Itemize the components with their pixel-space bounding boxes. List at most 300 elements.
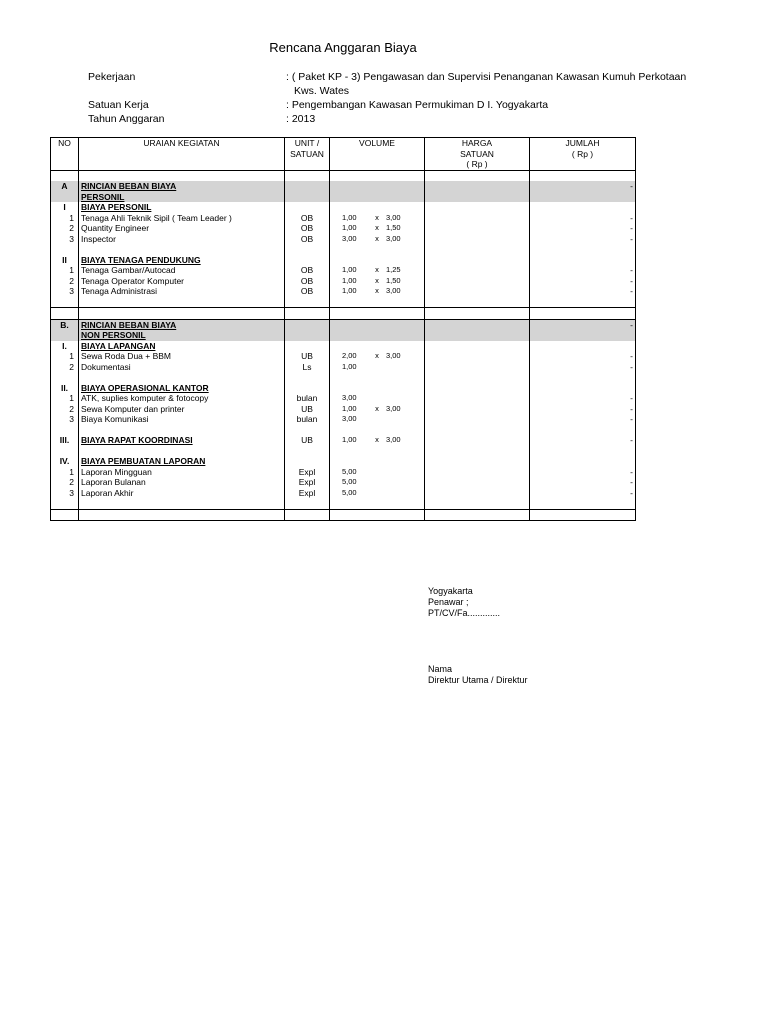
cell-harga	[425, 202, 530, 213]
cell-no: 1	[51, 213, 79, 224]
cell-harga	[425, 192, 530, 203]
volume-v1: 1,00	[342, 361, 357, 371]
cell-unit	[285, 425, 330, 436]
cell-jumlah	[530, 446, 636, 457]
volume-v2	[386, 393, 410, 404]
cell-harga	[425, 351, 530, 362]
volume-v2	[386, 467, 410, 478]
volume-v1: 1,00	[342, 403, 357, 413]
cell-volume	[330, 276, 425, 287]
volume-v1: 1,00	[342, 275, 357, 285]
cell-unit: OB	[285, 234, 330, 245]
cell-harga	[425, 330, 530, 341]
cell-uraian	[79, 467, 285, 478]
cell-unit: UB	[285, 435, 330, 446]
meta-value-continuation: Kws. Wates	[294, 85, 350, 97]
volume-x: x	[375, 275, 379, 285]
cell-harga	[425, 372, 530, 383]
volume-values	[332, 404, 422, 415]
cell-no: 2	[51, 404, 79, 415]
cell-unit	[285, 181, 330, 192]
cell-jumlah: -	[530, 234, 636, 245]
cell-unit: OB	[285, 223, 330, 234]
cell-volume	[330, 435, 425, 446]
cell-jumlah	[530, 255, 636, 266]
cell-no	[51, 170, 79, 181]
uraian-text: RINCIAN BEBAN BIAYA	[81, 319, 177, 330]
volume-x: x	[375, 265, 379, 274]
section-row	[51, 341, 636, 352]
signature-nama: Nama	[428, 664, 453, 674]
uraian-text: BIAYA PERSONIL	[81, 202, 152, 212]
cell-harga	[425, 456, 530, 467]
table-row	[51, 414, 636, 425]
cell-jumlah: -	[530, 477, 636, 488]
cell-uraian	[79, 488, 285, 499]
cell-no: A	[51, 181, 79, 192]
table-row	[51, 351, 636, 362]
section-row	[51, 435, 636, 446]
cell-jumlah	[530, 372, 636, 383]
cell-jumlah: -	[530, 467, 636, 478]
cell-unit	[285, 297, 330, 308]
cell-unit	[285, 456, 330, 467]
cell-volume	[330, 255, 425, 266]
volume-x: x	[375, 233, 379, 243]
blank-row	[51, 446, 636, 457]
cell-jumlah	[530, 498, 636, 509]
volume-x	[368, 477, 386, 488]
header-harga	[425, 138, 530, 171]
table-row	[51, 362, 636, 373]
table-row	[51, 488, 636, 499]
cell-uraian	[79, 477, 285, 488]
cell-jumlah: -	[530, 488, 636, 499]
cell-no: III.	[51, 435, 79, 446]
header-harga-line1: HARGA	[461, 138, 493, 148]
volume-v2: 3,00	[386, 435, 401, 444]
cell-unit	[285, 446, 330, 457]
cell-jumlah	[530, 297, 636, 308]
cell-harga	[425, 319, 530, 330]
uraian-text: RINCIAN BEBAN BIAYA	[81, 181, 177, 191]
cell-uraian	[79, 456, 285, 467]
signature-penawar: Penawar ;	[428, 597, 469, 607]
cell-no: 1	[51, 467, 79, 478]
cell-jumlah	[530, 308, 636, 320]
table-body	[51, 170, 636, 521]
cell-no	[51, 372, 79, 383]
uraian-text: Inspector	[81, 233, 116, 244]
uraian-text: BIAYA TENAGA PENDUKUNG	[81, 254, 201, 265]
cell-harga	[425, 477, 530, 488]
cell-no: 3	[51, 488, 79, 499]
table-row	[51, 286, 636, 297]
volume-x	[368, 393, 386, 404]
cell-no	[51, 330, 79, 341]
cell-jumlah: -	[530, 393, 636, 404]
cell-uraian	[79, 414, 285, 425]
cell-unit: bulan	[285, 393, 330, 404]
uraian-text: Laporan Bulanan	[81, 477, 146, 487]
cell-no: 2	[51, 362, 79, 373]
cell-unit	[285, 341, 330, 352]
table-row	[51, 265, 636, 276]
uraian-text: ATK, suplies komputer & fotocopy	[81, 393, 209, 403]
cell-unit: Expl	[285, 477, 330, 488]
budget-table	[50, 137, 636, 521]
cell-jumlah: -	[530, 319, 636, 330]
meta-row-tahun-anggaran	[88, 112, 716, 126]
meta-value-line: : ( Paket KP - 3) Pengawasan dan Supervisi Penanganan Kawasan Kumuh Perkotaan	[286, 71, 687, 83]
volume-v1: 1,00	[342, 265, 357, 274]
table-row	[51, 477, 636, 488]
cell-volume	[330, 456, 425, 467]
cell-jumlah	[530, 244, 636, 255]
cell-uraian	[79, 425, 285, 436]
volume-v1: 5,00	[342, 477, 357, 486]
volume-v1: 1,00	[342, 223, 357, 232]
section-row	[51, 330, 636, 341]
cell-no	[51, 425, 79, 436]
meta-row-pekerjaan	[88, 70, 716, 98]
meta-label: Satuan Kerja	[88, 99, 149, 111]
volume-values	[332, 477, 422, 488]
volume-x: x	[375, 403, 379, 413]
cell-unit	[285, 255, 330, 266]
cell-uraian	[79, 192, 285, 203]
cell-uraian	[79, 170, 285, 181]
cell-unit: OB	[285, 213, 330, 224]
cell-volume	[330, 477, 425, 488]
volume-x: x	[375, 223, 379, 232]
volume-x: x	[375, 286, 379, 295]
blank-row	[51, 244, 636, 255]
header-jumlah-line2: ( Rp )	[571, 148, 594, 159]
cell-no: 1	[51, 393, 79, 404]
header-unit	[285, 138, 330, 171]
volume-x: x	[375, 212, 379, 222]
cell-unit	[285, 372, 330, 383]
volume-v2: 3,00	[386, 233, 401, 243]
cell-volume	[330, 467, 425, 478]
cell-volume	[330, 286, 425, 297]
uraian-text: NON PERSONIL	[81, 330, 146, 340]
uraian-text: Laporan Akhir	[81, 487, 134, 498]
volume-v1: 1,00	[342, 212, 357, 222]
cell-jumlah	[530, 425, 636, 436]
cell-no	[51, 244, 79, 255]
blank-row	[51, 170, 636, 181]
volume-values	[332, 467, 422, 478]
blank-row	[51, 498, 636, 509]
cell-unit	[285, 192, 330, 203]
cell-no: 1	[51, 265, 79, 276]
cell-jumlah: -	[530, 223, 636, 234]
cell-uraian	[79, 202, 285, 213]
meta-label: Tahun Anggaran	[88, 113, 165, 125]
cell-volume	[330, 213, 425, 224]
section-row	[51, 202, 636, 213]
section-row	[51, 181, 636, 192]
section-row	[51, 192, 636, 203]
cell-jumlah: -	[530, 181, 636, 192]
cell-jumlah	[530, 383, 636, 394]
volume-v2: 3,00	[386, 212, 401, 222]
cell-unit: UB	[285, 404, 330, 415]
volume-v2: 1,50	[386, 223, 401, 232]
uraian-text: BIAYA OPERASIONAL KANTOR	[81, 382, 209, 393]
volume-v1: 3,00	[342, 414, 357, 423]
blank-row	[51, 308, 636, 320]
cell-harga	[425, 414, 530, 425]
uraian-text: Tenaga Administrasi	[81, 286, 158, 296]
cell-volume	[330, 265, 425, 276]
cell-harga	[425, 362, 530, 373]
volume-v2	[386, 414, 410, 425]
cell-jumlah	[530, 170, 636, 181]
volume-v1: 5,00	[342, 487, 357, 497]
section-row	[51, 319, 636, 330]
cell-no	[51, 509, 79, 521]
cell-no: 3	[51, 414, 79, 425]
cell-unit	[285, 202, 330, 213]
volume-x: x	[375, 351, 379, 360]
cell-harga	[425, 213, 530, 224]
header-harga-line2: SATUAN	[460, 148, 494, 159]
uraian-text: Dokumentasi	[81, 361, 131, 372]
cell-unit: UB	[285, 351, 330, 362]
cell-jumlah	[530, 456, 636, 467]
uraian-text: Biaya Komunikasi	[81, 414, 149, 424]
table-row	[51, 234, 636, 245]
cell-uraian	[79, 435, 285, 446]
cell-no	[51, 192, 79, 203]
cell-harga	[425, 467, 530, 478]
cell-harga	[425, 446, 530, 457]
cell-uraian	[79, 393, 285, 404]
cell-volume	[330, 244, 425, 255]
cell-harga	[425, 234, 530, 245]
volume-v1: 1,00	[342, 435, 357, 444]
blank-row	[51, 372, 636, 383]
cell-harga	[425, 181, 530, 192]
cell-volume	[330, 319, 425, 330]
cell-no: 2	[51, 477, 79, 488]
document-meta	[88, 70, 716, 126]
volume-x: x	[375, 435, 379, 444]
volume-v2: 3,00	[386, 351, 401, 360]
volume-values	[332, 265, 422, 276]
cell-uraian	[79, 244, 285, 255]
uraian-text: BIAYA RAPAT KOORDINASI	[81, 435, 193, 445]
cell-harga	[425, 404, 530, 415]
uraian-text: Tenaga Ahli Teknik Sipil ( Team Leader )	[81, 212, 232, 223]
uraian-text: BIAYA LAPANGAN	[81, 340, 156, 351]
volume-x	[368, 467, 386, 478]
signature-place: Yogyakarta	[428, 586, 473, 596]
blank-row	[51, 425, 636, 436]
uraian-text: Quantity Engineer	[81, 223, 150, 233]
cell-no: 3	[51, 286, 79, 297]
cell-volume	[330, 446, 425, 457]
cell-unit: Ls	[285, 362, 330, 373]
cell-harga	[425, 255, 530, 266]
header-harga-line3: ( Rp )	[466, 159, 488, 169]
signature-block	[428, 586, 500, 619]
cell-uraian	[79, 223, 285, 234]
cell-uraian	[79, 319, 285, 330]
uraian-text: Laporan Mingguan	[81, 466, 152, 477]
volume-x	[368, 414, 386, 425]
meta-label: Pekerjaan	[88, 71, 136, 83]
cell-harga	[425, 223, 530, 234]
cell-uraian	[79, 383, 285, 394]
cell-jumlah: -	[530, 351, 636, 362]
cell-unit: OB	[285, 276, 330, 287]
cell-jumlah: -	[530, 414, 636, 425]
table-row	[51, 467, 636, 478]
volume-x	[368, 362, 386, 373]
cell-uraian	[79, 265, 285, 276]
header-jumlah	[530, 138, 636, 171]
cell-uraian	[79, 404, 285, 415]
meta-row-satuan-kerja	[88, 98, 716, 112]
volume-values	[332, 435, 422, 446]
cell-uraian	[79, 498, 285, 509]
cell-unit: OB	[285, 265, 330, 276]
cell-no	[51, 446, 79, 457]
cell-uraian	[79, 362, 285, 373]
cell-uraian	[79, 446, 285, 457]
cell-uraian	[79, 276, 285, 287]
section-row	[51, 255, 636, 266]
volume-v1: 3,00	[342, 393, 357, 402]
cell-no	[51, 308, 79, 320]
cell-uraian	[79, 341, 285, 352]
cell-harga	[425, 498, 530, 509]
meta-value: : 2013	[286, 113, 316, 125]
volume-v2: 1,50	[386, 275, 401, 285]
uraian-text: Sewa Komputer dan printer	[81, 403, 185, 414]
section-row	[51, 383, 636, 394]
cell-volume	[330, 192, 425, 203]
cell-harga	[425, 393, 530, 404]
cell-jumlah: -	[530, 265, 636, 276]
cell-volume	[330, 308, 425, 320]
volume-values	[332, 213, 422, 224]
cell-no: II.	[51, 383, 79, 394]
cell-volume	[330, 223, 425, 234]
cell-volume	[330, 234, 425, 245]
cell-jumlah: -	[530, 276, 636, 287]
cell-uraian	[79, 234, 285, 245]
cell-uraian	[79, 351, 285, 362]
cell-jumlah	[530, 192, 636, 203]
volume-v1: 2,00	[342, 351, 357, 360]
uraian-text: PERSONIL	[81, 191, 125, 202]
cell-harga	[425, 425, 530, 436]
uraian-text: Tenaga Gambar/Autocad	[81, 265, 176, 275]
cell-jumlah: -	[530, 286, 636, 297]
table-header-row	[51, 138, 636, 171]
cell-uraian	[79, 330, 285, 341]
cell-no: 2	[51, 223, 79, 234]
header-jumlah-line1: JUMLAH	[565, 138, 600, 148]
volume-v2	[386, 488, 410, 499]
cell-harga	[425, 341, 530, 352]
cell-unit: Expl	[285, 488, 330, 499]
cell-harga	[425, 435, 530, 446]
cell-volume	[330, 372, 425, 383]
header-volume: VOLUME	[330, 138, 425, 171]
cell-unit	[285, 170, 330, 181]
cell-uraian	[79, 213, 285, 224]
header-uraian: URAIAN KEGIATAN	[79, 138, 285, 171]
cell-jumlah	[530, 330, 636, 341]
volume-values	[332, 488, 422, 499]
table-row	[51, 276, 636, 287]
cell-harga	[425, 297, 530, 308]
cell-volume	[330, 383, 425, 394]
cell-unit	[285, 308, 330, 320]
header-unit-line2: SATUAN	[290, 148, 324, 159]
cell-unit	[285, 509, 330, 521]
cell-uraian	[79, 509, 285, 521]
cell-uraian	[79, 255, 285, 266]
signature-jabatan: Direktur Utama / Direktur	[428, 675, 528, 685]
cell-harga	[425, 265, 530, 276]
uraian-text: BIAYA PEMBUATAN LAPORAN	[81, 456, 206, 466]
cell-harga	[425, 488, 530, 499]
volume-v1: 3,00	[342, 233, 357, 243]
cell-harga	[425, 286, 530, 297]
cell-harga	[425, 308, 530, 320]
table-row	[51, 404, 636, 415]
signature-company: PT/CV/Fa.............	[428, 608, 501, 618]
section-row	[51, 456, 636, 467]
table-row	[51, 223, 636, 234]
cell-harga	[425, 276, 530, 287]
header-no: NO	[51, 138, 79, 171]
cell-unit	[285, 498, 330, 509]
cell-unit: bulan	[285, 414, 330, 425]
cell-volume	[330, 362, 425, 373]
cell-volume	[330, 393, 425, 404]
cell-volume	[330, 414, 425, 425]
cell-uraian	[79, 297, 285, 308]
cell-volume	[330, 488, 425, 499]
cell-volume	[330, 404, 425, 415]
cell-jumlah	[530, 341, 636, 352]
cell-jumlah: -	[530, 362, 636, 373]
cell-unit	[285, 383, 330, 394]
cell-no: II	[51, 255, 79, 266]
cell-harga	[425, 244, 530, 255]
cell-volume	[330, 351, 425, 362]
cell-volume	[330, 181, 425, 192]
cell-unit	[285, 244, 330, 255]
cell-unit	[285, 330, 330, 341]
meta-value: : Pengembangan Kawasan Permukiman D I. Yogyakarta	[286, 99, 549, 111]
cell-volume	[330, 498, 425, 509]
cell-no: 3	[51, 234, 79, 245]
cell-uraian	[79, 181, 285, 192]
cell-uraian	[79, 286, 285, 297]
signature-name-block	[428, 664, 528, 686]
volume-x	[368, 488, 386, 499]
volume-values	[332, 223, 422, 234]
